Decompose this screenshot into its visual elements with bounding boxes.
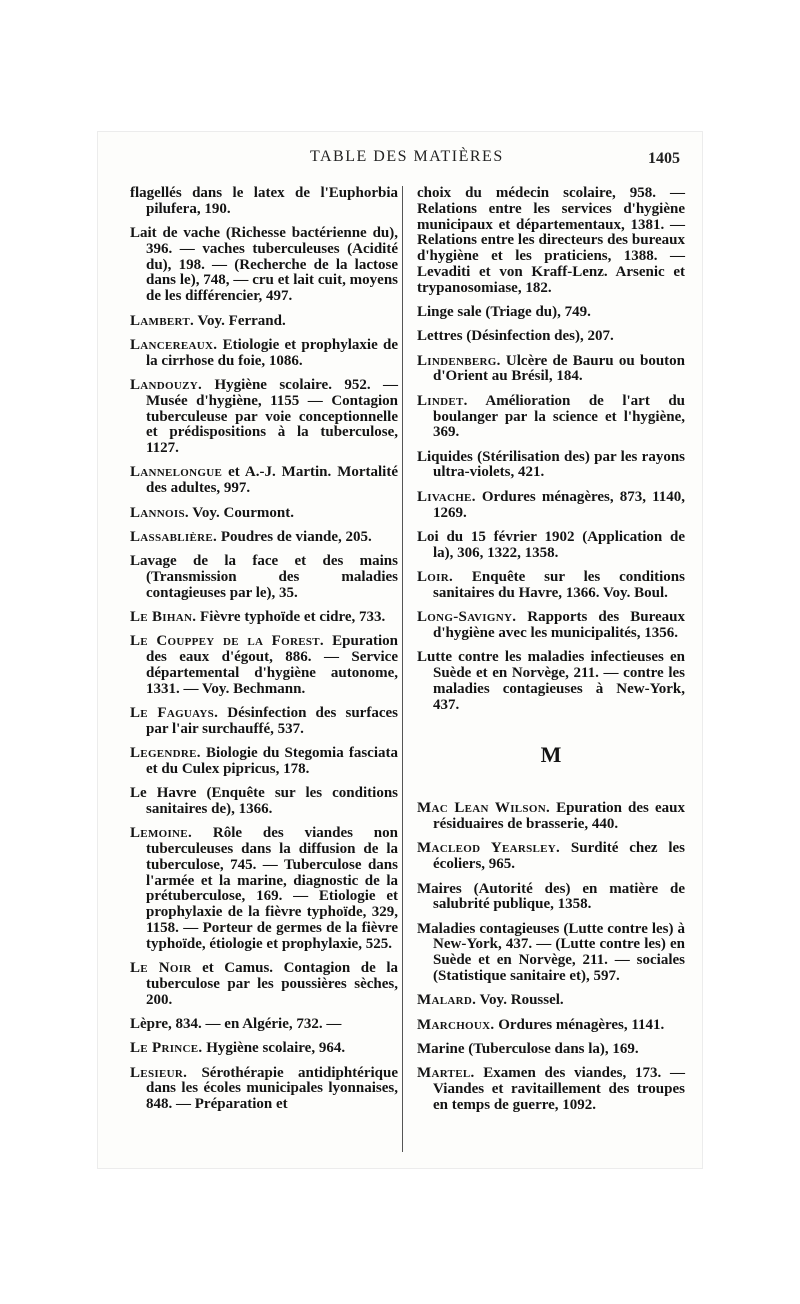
entry-text: Marine (Tuberculose dans la), 169. [417, 1040, 639, 1057]
entry-text: Ulcère de Bauru ou bouton d'Orient au Brésil, 184. [433, 352, 685, 385]
entry-text: Lutte contre les maladies infectieuses en Suède et en Norvège, 211. — contre les maladies contagieuses à New-York, 437. [417, 649, 685, 713]
entry-author: Livache. [417, 488, 476, 505]
index-entry [417, 329, 685, 345]
entry-text: Loi du 15 février 1902 (Application de la), 306, 1322, 1358. [417, 528, 685, 561]
entry-text: Hygiène scolaire. 952. — Musée d'hygiène, 1155 — Contagion tuberculeuse par voie conceptionnelle et prédispositions à la tuberculose, 1127. [146, 376, 398, 457]
entry-author: Le Couppey de la Forest. [130, 633, 324, 650]
index-entry [130, 1041, 398, 1057]
entry-author: Martel. [417, 1065, 475, 1082]
index-entry [130, 465, 398, 497]
index-entry [417, 1066, 685, 1113]
entry-text: Voy. Roussel. [476, 992, 564, 1009]
entry-author: Macleod Yearsley. [417, 840, 561, 857]
entry-author: Le Prince. [130, 1040, 203, 1057]
entry-author: Long-Savigny. [417, 609, 517, 626]
entry-text: Lait de vache (Richesse bactérienne du), 396. — vaches tuberculeuses (Acidité du), 198. — (Recherche de la lactose dans le), 748, — cru et lait cuit, moyens de les différencier, 497. [130, 225, 398, 305]
entry-text: Examen des viandes, 173. — Viandes et ravitaillement des troupes en temps de guerre, 1092. [433, 1065, 685, 1113]
entry-text: Ordures ménagères, 1141. [494, 1016, 665, 1033]
index-entry [417, 570, 685, 602]
index-entry [417, 993, 685, 1009]
entry-author: Landouzy. [130, 376, 203, 393]
entry-author: Mac Lean Wilson. [417, 800, 550, 817]
index-entry [417, 922, 685, 985]
entry-text: Ordures ménagères, 873, 1140, 1269. [433, 488, 685, 521]
entry-author: Lemoine. [130, 825, 192, 842]
index-entry [130, 506, 398, 522]
index-entry [130, 706, 398, 738]
index-entry [417, 610, 685, 642]
index-entry [130, 1066, 398, 1113]
index-entry [417, 841, 685, 873]
entry-text: Fièvre typhoïde et cidre, 733. [196, 609, 386, 626]
entry-text: Rôle des viandes non tuberculeuses dans la diffusion de la tuberculose, 745. — Tuberculose dans l'armée et la marine, diagnostic de la prétuberculose, 169. — Etiologie et prophylaxie de la fièvre typhoïde, 329, 1158. — Porteur de germes de la fièvre typhoïde, étiologie et prophylaxie, 525. [146, 825, 398, 952]
index-entry [417, 450, 685, 482]
entry-text: et Camus. Contagion de la tuberculose par les poussières sèches, 200. [146, 960, 398, 1008]
entry-author: Lesieur. [130, 1064, 188, 1081]
entry-text: Voy. Courmont. [188, 504, 294, 521]
index-entry [417, 530, 685, 562]
entry-author: Legendre. [130, 745, 201, 762]
index-entry [130, 530, 398, 546]
right-column [417, 186, 685, 1122]
entry-text: Maires (Autorité des) en matière de salubrité publique, 1358. [417, 880, 685, 913]
index-entry [130, 746, 398, 778]
index-entry [130, 226, 398, 305]
index-entry [417, 650, 685, 713]
index-entry [130, 378, 398, 457]
entry-text: flagellés dans le latex de l'Euphorbia pilufera, 190. [130, 185, 398, 217]
index-entry [130, 186, 398, 218]
index-entry [130, 554, 398, 601]
index-entry [417, 490, 685, 522]
entry-text: Epuration des eaux d'égout, 886. — Service départemental d'hygiène autonome, 1331. — Voy. Bechmann. [146, 633, 398, 697]
entry-author: Malard. [417, 992, 477, 1009]
entry-text: Amélioration de l'art du boulanger par la science et l'hygiène, 369. [433, 392, 685, 441]
entry-text: Poudres de viande, 205. [217, 528, 372, 545]
entry-author: Le Bihan. [130, 609, 197, 626]
index-entry [417, 801, 685, 833]
page-number: 1405 [648, 150, 680, 167]
entry-text: Linge sale (Triage du), 749. [417, 304, 591, 321]
entry-text: Lettres (Désinfection des), 207. [417, 328, 614, 345]
entry-text: Sérothérapie antidiphtérique dans les écoles municipales lyonnaises, 848. — Préparation et [146, 1064, 398, 1113]
index-entry [130, 826, 398, 952]
index-entry [417, 305, 685, 321]
index-entry [130, 338, 398, 370]
index-entry [130, 314, 398, 330]
entry-text: Surdité chez les écoliers, 965. [433, 840, 685, 873]
index-entry [417, 186, 685, 297]
index-entry [417, 394, 685, 441]
index-entry [130, 961, 398, 1008]
entry-text: Lèpre, 834. — en Algérie, 732. — [130, 1016, 342, 1033]
index-entry [130, 634, 398, 697]
entry-text: Rapports des Bureaux d'hygiène avec les municipalités, 1356. [433, 609, 685, 641]
entry-author: Le Faguays. [130, 705, 219, 722]
entry-text: Etiologie et prophylaxie de la cirrhose du foie, 1086. [146, 336, 398, 369]
entry-author: Lindenberg. [417, 352, 501, 369]
index-entry [130, 786, 398, 818]
entry-text: Hygiène scolaire, 964. [202, 1040, 346, 1057]
entry-author: Loir. [417, 568, 454, 585]
entry-text: Enquête sur les conditions sanitaires du Havre, 1366. Voy. Boul. [433, 568, 685, 601]
index-entry [417, 1018, 685, 1034]
index-entry [130, 610, 398, 626]
index-entry [130, 1017, 398, 1033]
section-letter: M [540, 742, 562, 768]
entry-author: Lambert. [130, 312, 195, 329]
index-entry [417, 1042, 685, 1058]
entry-author: Lindet. [417, 392, 468, 409]
entry-author: Marchoux. [417, 1016, 495, 1033]
entry-text: Maladies contagieuses (Lutte contre les) à New-York, 437. — (Lutte contre les) en Suède et en Norvège, 211. — sociales (Statistique sanitaire et), 597. [417, 920, 685, 984]
entry-text: Biologie du Stegomia fasciata et du Culex pipricus, 178. [146, 745, 398, 777]
entry-author: Lannois. [130, 504, 189, 521]
right-column-top [417, 186, 685, 713]
entry-text: choix du médecin scolaire, 958. — Relations entre les services d'hygiène municipaux et départementaux, 1381. — Relations entre les directeurs des bureaux d'hygiène et les praticiens, 1388. — Levaditi et von Kraff-Lenz. Arsenic et trypanosomiase, 182. [417, 185, 685, 296]
right-column-bottom [417, 801, 685, 1113]
entry-text: Epuration des eaux résiduaires de brasserie, 440. [433, 800, 685, 833]
index-entry [417, 882, 685, 914]
entry-text: Désinfection des surfaces par l'air surchauffé, 537. [146, 705, 398, 737]
column-divider [402, 186, 403, 1152]
entry-author: Lancereaux. [130, 336, 218, 353]
entry-text: Voy. Ferrand. [194, 312, 286, 329]
entry-author: Lassablière. [130, 528, 218, 545]
entry-author: Le Noir [130, 960, 192, 977]
entry-text: Le Havre (Enquête sur les conditions sanitaires de), 1366. [130, 785, 398, 817]
entry-text: Liquides (Stérilisation des) par les rayons ultra-violets, 421. [417, 448, 685, 481]
entry-text: Lavage de la face et des mains (Transmission des maladies contagieuses par le), 35. [130, 553, 398, 601]
left-column [130, 186, 398, 1122]
index-entry [417, 354, 685, 386]
entry-author: Lannelongue [130, 464, 223, 481]
running-title: TABLE DES MATIÈRES [310, 148, 504, 165]
entry-text: et A.-J. Martin. Mortalité des adultes, 997. [146, 464, 398, 497]
